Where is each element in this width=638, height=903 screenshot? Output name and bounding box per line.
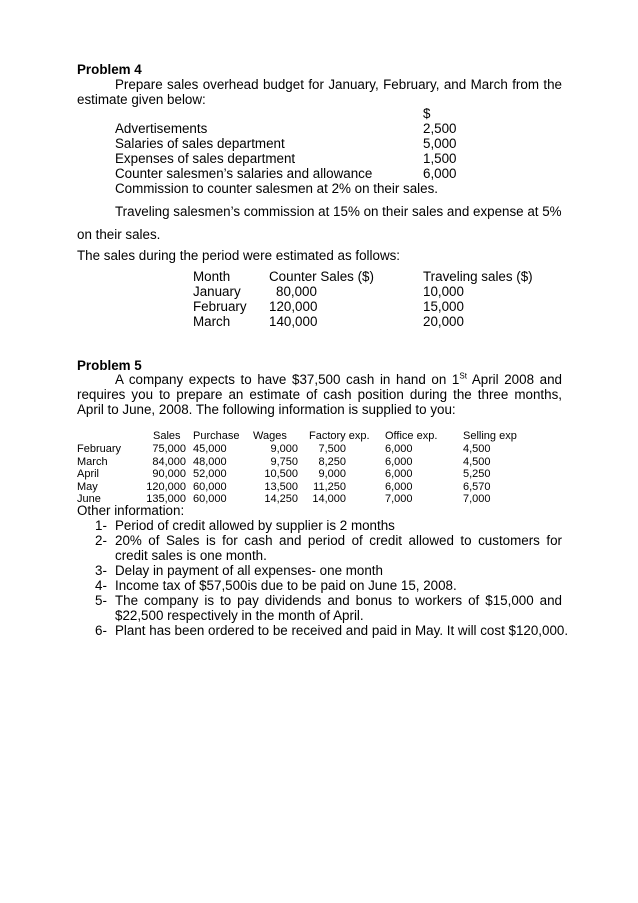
table-cell: 20,000	[423, 314, 464, 329]
expense-value: 6,000	[423, 166, 457, 181]
problem-4-intro: Prepare sales overhead budget for January, February, and March from the estimate given below:	[77, 77, 562, 107]
row-month: May	[77, 480, 98, 493]
expense-value: 2,500	[423, 121, 457, 136]
row-month: March	[77, 455, 108, 468]
table-cell: 90,000	[152, 468, 186, 480]
traveling-text-continued: on their sales.	[77, 227, 161, 242]
list-item: The company is to pay dividends and bonus to workers of $15,000 and $22,500 respectively in the month of April.	[115, 593, 562, 623]
table-cell: 60,000	[193, 493, 227, 505]
table-header: Counter Sales ($)	[269, 269, 374, 284]
table-cell: 9,000	[270, 443, 298, 455]
table-cell: 75,000	[152, 443, 186, 455]
table-cell: 6,000	[385, 443, 413, 455]
table-header: Office exp.	[385, 430, 438, 442]
table-header: Selling exp	[463, 430, 517, 442]
table-cell: 10,500	[264, 468, 298, 480]
expense-value: 1,500	[423, 151, 457, 166]
table-cell: 6,000	[385, 455, 413, 468]
list-number: 6-	[95, 623, 107, 638]
table-cell: 6,000	[385, 468, 413, 480]
table-cell: 4,500	[463, 443, 491, 455]
table-header: Wages	[253, 430, 287, 442]
list-item: 20% of Sales is for cash and period of credit allowed to customers for credit sales is one month.	[115, 533, 562, 563]
row-month: June	[77, 493, 101, 505]
traveling-text: Traveling salesmen’s commission at 15% on their sales and expense at 5%	[115, 204, 562, 219]
expense-label: Salaries of sales department	[115, 136, 285, 151]
table-header: Sales	[153, 430, 181, 442]
table-header: Traveling sales ($)	[423, 269, 533, 284]
row-month: April	[77, 468, 100, 480]
ordinal-superscript: St	[459, 371, 467, 381]
table-cell: 5,250	[463, 468, 491, 480]
expense-label: Advertisements	[115, 121, 208, 136]
intro-text: A company expects to have $37,500 cash in hand on 1	[115, 372, 460, 387]
table-cell: 10,000	[423, 284, 464, 299]
problem-5-title: Problem 5	[77, 358, 142, 373]
row-month: February	[77, 443, 122, 455]
list-number: 3-	[95, 563, 107, 578]
table-cell: January	[193, 284, 241, 299]
table-cell: 45,000	[193, 443, 227, 455]
table-cell: 135,000	[146, 493, 186, 505]
expense-value: 5,000	[423, 136, 457, 151]
table-header: Factory exp.	[309, 430, 370, 442]
list-number: 2-	[95, 533, 107, 548]
table-cell: 9,750	[270, 455, 298, 468]
other-information-label: Other information:	[77, 503, 185, 518]
table-cell: 84,000	[152, 455, 186, 468]
table-cell: 15,000	[423, 299, 464, 314]
table-cell: 60,000	[193, 480, 227, 493]
list-item: Period of credit allowed by supplier is 2 months	[115, 518, 395, 533]
table-cell: 6,570	[463, 480, 491, 493]
list-item: Plant has been ordered to be received and paid in May. It will cost $120,000.	[115, 623, 569, 638]
table-cell: 52,000	[193, 468, 227, 480]
list-item: Income tax of $57,500is due to be paid on June 15, 2008.	[115, 578, 457, 593]
table-cell: 9,000	[318, 468, 346, 480]
table-cell: February	[193, 299, 247, 314]
table-cell: March	[193, 314, 231, 329]
list-item: Delay in payment of all expenses- one month	[115, 563, 383, 578]
table-cell: 7,500	[318, 443, 346, 455]
table-cell: 14,250	[264, 493, 298, 505]
table-cell: 8,250	[318, 455, 346, 468]
table-header: Month	[193, 269, 231, 284]
commission-text: Commission to counter salesmen at 2% on their sales.	[115, 181, 439, 196]
table-cell: 48,000	[193, 455, 227, 468]
table-header: Purchase	[193, 430, 240, 442]
table-cell: 7,000	[385, 493, 413, 505]
table-cell: 120,000	[146, 480, 186, 493]
problem-5-intro	[77, 372, 562, 417]
table-cell: 13,500	[264, 480, 298, 493]
list-number: 4-	[95, 578, 107, 593]
sales-intro: The sales during the period were estimated as follows:	[77, 248, 401, 263]
list-number: 5-	[95, 593, 107, 608]
table-cell: 140,000	[269, 314, 318, 329]
expense-label: Counter salesmen’s salaries and allowance	[115, 166, 373, 181]
intro-text: April 2008 and requires you to prepare an estimate of cash position during the three months, April to June, 2008. The following information is supplied to you:	[77, 372, 562, 417]
table-cell: 120,000	[269, 299, 318, 314]
table-cell: 6,000	[385, 480, 413, 493]
table-cell: 7,000	[463, 493, 491, 505]
problem-4-title: Problem 4	[77, 62, 142, 77]
list-number: 1-	[95, 518, 107, 533]
table-cell: 11,250	[313, 480, 346, 493]
table-cell: 80,000	[276, 284, 317, 299]
table-cell: 14,000	[312, 493, 346, 505]
currency-header: $	[423, 106, 431, 121]
expense-label: Expenses of sales department	[115, 151, 296, 166]
table-cell: 4,500	[463, 455, 491, 468]
